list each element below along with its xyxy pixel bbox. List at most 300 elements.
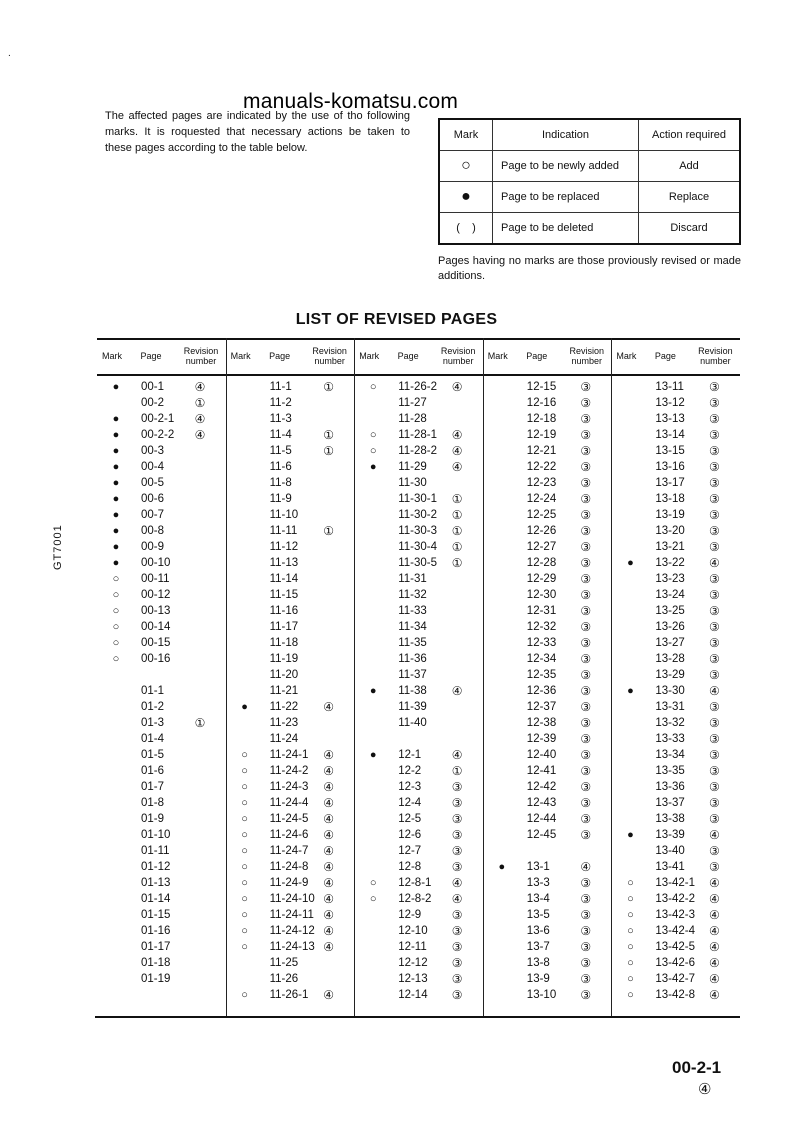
mark-cell — [362, 395, 384, 411]
page-cell: 11-24-7 — [269, 845, 309, 857]
page-cell: 12-42 — [526, 781, 557, 793]
mark-cell — [491, 795, 513, 811]
revision-cell: ④ — [194, 412, 206, 426]
mark-cell: ○ — [241, 765, 248, 777]
header-revision: Revision number — [312, 346, 347, 366]
revision-cell: ③ — [580, 668, 592, 682]
mark-cell — [619, 811, 641, 827]
revision-cell: ① — [194, 396, 206, 410]
revision-cell — [189, 587, 211, 603]
page-cell: 00-11 — [141, 573, 170, 585]
mark-cell — [362, 491, 384, 507]
mark-cell — [362, 763, 384, 779]
mark-cell — [105, 907, 127, 923]
header-revision: Revision number — [569, 346, 605, 366]
page-cell: 12-18 — [526, 413, 557, 425]
mark-cell: ○ — [369, 445, 377, 457]
revision-cell — [189, 667, 211, 683]
legend-action: Add — [639, 151, 741, 182]
mark-cell — [234, 523, 256, 539]
mark-cell — [234, 427, 256, 443]
revision-cell — [189, 891, 211, 907]
revision-cell — [189, 827, 211, 843]
page-cell: 00-4 — [141, 461, 165, 473]
revision-cell — [189, 443, 211, 459]
page-cell: 00-3 — [141, 445, 165, 457]
revision-cell — [446, 571, 468, 587]
page-cell: 12-32 — [526, 621, 557, 633]
mark-cell: ○ — [369, 381, 377, 393]
page-cell: 00-9 — [141, 541, 165, 553]
header-revision: Revision number — [440, 346, 476, 366]
mark-cell: ○ — [627, 925, 634, 937]
mark-cell — [619, 411, 641, 427]
page-cell: 11-6 — [269, 461, 292, 473]
revision-cell: ④ — [451, 684, 463, 698]
page-cell: 01-15 — [141, 909, 171, 921]
mark-cell — [491, 619, 513, 635]
page-cell: 12-13 — [398, 973, 428, 985]
page-cell: 12-1 — [398, 749, 422, 761]
page-cell: 12-22 — [526, 461, 557, 473]
mark-cell: ● — [112, 509, 120, 521]
page-cell: 11-39 — [398, 701, 427, 713]
revision-cell: ③ — [709, 780, 720, 794]
revision-cell — [189, 747, 211, 763]
mark-cell — [491, 555, 513, 571]
mark-cell: ○ — [241, 909, 248, 921]
revision-cell — [189, 603, 211, 619]
revision-cell: ① — [323, 444, 334, 458]
page-cell: 13-40 — [655, 845, 685, 857]
revision-cell — [318, 619, 340, 635]
revision-cell — [189, 955, 211, 971]
legend-header — [439, 119, 740, 151]
page-cell: 00-13 — [141, 605, 171, 617]
revision-cell: ④ — [194, 380, 206, 394]
revision-cell: ④ — [323, 892, 334, 906]
table-header — [97, 338, 740, 376]
mark-cell: ● — [112, 461, 120, 473]
header-page: Page — [397, 351, 419, 361]
header-mark: Mark — [102, 351, 122, 361]
revision-cell: ③ — [451, 796, 463, 810]
mark-cell — [234, 539, 256, 555]
column-divider — [483, 338, 484, 1016]
mark-cell — [491, 715, 513, 731]
revision-cell: ③ — [580, 396, 592, 410]
page-cell: 13-15 — [655, 445, 685, 457]
mark-cell — [105, 843, 127, 859]
revision-cell — [189, 939, 211, 955]
revision-cell: ① — [451, 524, 463, 538]
revision-cell: ③ — [709, 380, 720, 394]
legend-indication: Page to be replaced — [493, 182, 639, 213]
page-cell: 11-23 — [269, 717, 299, 729]
mark-cell — [491, 507, 513, 523]
revision-cell: ③ — [709, 620, 720, 634]
legend-header-mark: Mark — [439, 119, 493, 151]
revision-cell — [318, 603, 340, 619]
page-cell: 01-6 — [141, 765, 165, 777]
page-cell: 11-24-2 — [269, 765, 309, 777]
revision-cell: ④ — [323, 700, 334, 714]
mark-cell: ○ — [112, 605, 120, 617]
revision-cell: ④ — [323, 860, 334, 874]
revision-cell: ③ — [709, 572, 720, 586]
revision-cell: ③ — [709, 604, 720, 618]
revision-cell: ③ — [580, 764, 592, 778]
mark-cell — [491, 747, 513, 763]
mark-cell: ○ — [627, 941, 634, 953]
revision-cell: ③ — [580, 604, 592, 618]
revision-cell: ③ — [709, 812, 720, 826]
revision-cell: ③ — [709, 764, 720, 778]
revision-cell: ③ — [451, 908, 463, 922]
parentheses-icon: ( ) — [439, 213, 493, 245]
header-mark: Mark — [616, 351, 637, 361]
revision-cell: ③ — [451, 956, 463, 970]
page-cell: 11-24-1 — [269, 749, 309, 761]
page-cell: 13-6 — [526, 925, 550, 937]
page-cell: 12-38 — [526, 717, 557, 729]
page-cell: 12-21 — [526, 445, 557, 457]
mark-cell — [234, 667, 256, 683]
page-cell: 13-29 — [655, 669, 685, 681]
mark-cell — [619, 731, 641, 747]
page-cell: 13-37 — [655, 797, 685, 809]
page-cell: 13-42-7 — [655, 973, 696, 985]
mark-cell — [105, 715, 127, 731]
revision-cell: ③ — [580, 652, 592, 666]
revision-cell: ④ — [323, 924, 334, 938]
mark-cell: ○ — [241, 797, 248, 809]
revision-cell — [446, 651, 468, 667]
page-cell: 13-36 — [655, 781, 685, 793]
mark-cell — [619, 699, 641, 715]
page-cell: 11-30-5 — [398, 557, 437, 569]
page-cell: 13-42-6 — [655, 957, 696, 969]
page-cell: 13-27 — [655, 637, 685, 649]
mark-cell — [362, 635, 384, 651]
mark-cell: ○ — [369, 877, 377, 889]
mark-cell — [362, 523, 384, 539]
mark-cell: ○ — [369, 429, 377, 441]
page-cell: 12-10 — [398, 925, 428, 937]
page-cell: 00-10 — [141, 557, 171, 569]
mark-cell — [362, 971, 384, 987]
revision-cell: ③ — [709, 460, 720, 474]
mark-cell: ○ — [369, 893, 377, 905]
mark-cell — [619, 651, 641, 667]
page-cell: 12-11 — [398, 941, 427, 953]
revision-cell — [189, 475, 211, 491]
page-cell: 13-34 — [655, 749, 685, 761]
revision-cell — [446, 587, 468, 603]
revision-cell: ④ — [451, 892, 463, 906]
mark-cell — [619, 619, 641, 635]
revision-cell: ③ — [709, 476, 720, 490]
revision-cell — [446, 475, 468, 491]
page-cell: 13-42-3 — [655, 909, 696, 921]
page-cell: 12-39 — [526, 733, 557, 745]
revision-cell: ③ — [709, 412, 720, 426]
revision-cell — [189, 763, 211, 779]
mark-cell: ○ — [241, 749, 248, 761]
mark-cell — [105, 763, 127, 779]
mark-cell — [491, 667, 513, 683]
mark-cell — [105, 747, 127, 763]
mark-cell — [491, 379, 513, 395]
mark-cell — [619, 603, 641, 619]
mark-cell — [234, 619, 256, 635]
mark-cell: ● — [627, 685, 634, 697]
mark-cell — [234, 683, 256, 699]
revision-cell: ③ — [580, 956, 592, 970]
page-cell: 13-12 — [655, 397, 685, 409]
revision-cell: ③ — [451, 780, 463, 794]
page-cell: 12-8 — [398, 861, 422, 873]
revision-cell — [189, 571, 211, 587]
revision-cell — [318, 971, 340, 987]
mark-cell: ● — [112, 477, 120, 489]
revision-cell: ④ — [323, 796, 334, 810]
page-cell: 13-33 — [655, 733, 685, 745]
list-title: LIST OF REVISED PAGES — [295, 311, 498, 328]
page-cell: 11-24-5 — [269, 813, 309, 825]
revision-cell: ③ — [709, 540, 720, 554]
mark-cell — [362, 955, 384, 971]
mark-cell — [619, 459, 641, 475]
mark-cell — [234, 443, 256, 459]
page-cell: 11-30-3 — [398, 525, 437, 537]
page-cell: 12-40 — [526, 749, 557, 761]
mark-cell — [234, 459, 256, 475]
revision-cell: ① — [323, 380, 334, 394]
revision-cell: ④ — [709, 828, 720, 842]
page-cell: 13-1 — [526, 861, 550, 873]
revision-cell — [189, 731, 211, 747]
mark-cell — [234, 587, 256, 603]
revision-cell: ① — [451, 508, 463, 522]
page-cell: 12-33 — [526, 637, 557, 649]
page-cell: 13-41 — [655, 861, 685, 873]
page-cell: 13-11 — [655, 381, 684, 393]
page-cell: 11-11 — [269, 525, 298, 537]
page-cell: 13-16 — [655, 461, 685, 473]
mark-cell — [105, 971, 127, 987]
revision-cell: ③ — [580, 524, 592, 538]
mark-cell — [491, 955, 513, 971]
page-cell: 01-11 — [141, 845, 170, 857]
revision-cell — [318, 411, 340, 427]
revision-cell: ③ — [451, 988, 463, 1002]
revision-cell — [318, 955, 340, 971]
page-cell: 11-17 — [269, 621, 299, 633]
page-cell: 12-7 — [398, 845, 422, 857]
page-cell: 11-30-2 — [398, 509, 437, 521]
page-cell: 13-19 — [655, 509, 685, 521]
mark-cell — [491, 411, 513, 427]
mark-cell — [491, 987, 513, 1003]
page-cell: 13-42-4 — [655, 925, 696, 937]
revision-cell: ③ — [709, 396, 720, 410]
page-cell: 11-2 — [269, 397, 292, 409]
page-cell: 01-12 — [141, 861, 171, 873]
mark-cell — [105, 699, 127, 715]
page-cell: 13-23 — [655, 573, 685, 585]
mark-cell — [362, 907, 384, 923]
revision-cell: ④ — [323, 780, 334, 794]
revision-cell — [318, 715, 340, 731]
page-cell: 12-4 — [398, 797, 422, 809]
revision-cell: ④ — [451, 428, 463, 442]
mark-cell — [362, 555, 384, 571]
page-cell: 11-24-8 — [269, 861, 309, 873]
revision-cell: ③ — [580, 540, 592, 554]
page-cell: 11-18 — [269, 637, 299, 649]
mark-cell — [619, 539, 641, 555]
page-cell: 11-34 — [398, 621, 427, 633]
revision-cell: ③ — [580, 412, 592, 426]
page-cell: 11-1 — [269, 381, 292, 393]
mark-cell — [619, 379, 641, 395]
mark-cell — [619, 507, 641, 523]
mark-cell — [234, 603, 256, 619]
mark-cell — [105, 683, 127, 699]
mark-cell — [362, 923, 384, 939]
page-cell: 00-5 — [141, 477, 165, 489]
page-cell: 01-1 — [141, 685, 165, 697]
page-cell: 12-31 — [526, 605, 557, 617]
page-cell: 11-38 — [398, 685, 427, 697]
revision-cell: ④ — [709, 988, 720, 1002]
page-cell: 12-23 — [526, 477, 557, 489]
revision-cell: ③ — [580, 908, 592, 922]
mark-cell — [105, 667, 127, 683]
mark-cell — [234, 635, 256, 651]
mark-cell — [619, 763, 641, 779]
page-cell: 13-42-1 — [655, 877, 696, 889]
revision-cell — [189, 523, 211, 539]
revision-cell: ③ — [580, 556, 592, 570]
mark-cell — [105, 859, 127, 875]
revision-cell: ④ — [194, 428, 206, 442]
revision-cell: ③ — [580, 508, 592, 522]
page-cell: 12-43 — [526, 797, 557, 809]
mark-cell: ○ — [241, 989, 248, 1001]
revision-cell: ③ — [451, 812, 463, 826]
revision-cell: ③ — [580, 460, 592, 474]
revision-cell — [318, 651, 340, 667]
page-cell: 13-7 — [526, 941, 550, 953]
mark-cell: ○ — [241, 861, 248, 873]
mark-cell — [362, 811, 384, 827]
mark-cell — [234, 955, 256, 971]
page-cell: 11-28-2 — [398, 445, 437, 457]
mark-cell: ○ — [112, 653, 120, 665]
page-cell: 13-13 — [655, 413, 685, 425]
legend-action: Discard — [639, 213, 741, 245]
revision-cell: ③ — [709, 428, 720, 442]
margin-mark: . — [8, 48, 11, 59]
legend-row-delete — [439, 213, 740, 245]
legend-header-action: Action required — [639, 119, 741, 151]
revision-cell: ④ — [709, 908, 720, 922]
page-cell: 11-24-13 — [269, 941, 315, 953]
page-cell: 11-32 — [398, 589, 427, 601]
page-cell: 11-28-1 — [398, 429, 437, 441]
revision-cell — [189, 859, 211, 875]
mark-cell — [362, 859, 384, 875]
open-circle-icon: ○ — [439, 151, 493, 182]
revision-cell — [446, 731, 468, 747]
page-cell: 11-31 — [398, 573, 427, 585]
page-cell: 11-15 — [269, 589, 299, 601]
revision-cell — [318, 635, 340, 651]
mark-cell — [491, 603, 513, 619]
page-cell: 12-8-1 — [398, 877, 432, 889]
mark-cell: ● — [627, 829, 634, 841]
revision-cell — [446, 635, 468, 651]
mark-cell — [491, 843, 513, 859]
revision-cell: ④ — [323, 764, 334, 778]
page-number: 00-2-1 — [672, 1058, 722, 1077]
page-cell: 01-8 — [141, 797, 165, 809]
page-cell: 01-16 — [141, 925, 171, 937]
revision-cell — [189, 491, 211, 507]
mark-cell — [234, 491, 256, 507]
revision-cell — [189, 779, 211, 795]
mark-cell — [491, 779, 513, 795]
mark-cell — [619, 635, 641, 651]
revision-cell: ④ — [451, 876, 463, 890]
page-cell: 12-27 — [526, 541, 557, 553]
mark-cell — [491, 731, 513, 747]
mark-cell — [491, 475, 513, 491]
mark-cell — [362, 987, 384, 1003]
page-cell: 13-10 — [526, 989, 557, 1001]
page-cell: 01-5 — [141, 749, 165, 761]
revision-cell: ④ — [709, 972, 720, 986]
mark-cell — [105, 923, 127, 939]
page-cell: 12-35 — [526, 669, 557, 681]
mark-cell — [491, 523, 513, 539]
page-cell: 13-5 — [526, 909, 550, 921]
revision-cell — [318, 683, 340, 699]
revision-cell: ④ — [709, 892, 720, 906]
mark-cell — [491, 971, 513, 987]
revision-cell: ③ — [580, 732, 592, 746]
page-cell: 13-28 — [655, 653, 685, 665]
mark-cell — [491, 891, 513, 907]
mark-cell — [491, 939, 513, 955]
mark-cell — [619, 571, 641, 587]
page-cell: 11-21 — [269, 685, 299, 697]
page-cell: 11-10 — [269, 509, 299, 521]
revision-cell: ③ — [709, 492, 720, 506]
revision-cell — [189, 651, 211, 667]
revision-cell — [189, 795, 211, 811]
mark-cell: ○ — [112, 621, 120, 633]
page-cell: 12-15 — [526, 381, 557, 393]
mark-cell: ● — [112, 557, 120, 569]
header-page: Page — [526, 351, 548, 361]
revision-cell: ③ — [451, 940, 463, 954]
mark-cell — [619, 779, 641, 795]
revision-cell: ③ — [580, 588, 592, 602]
revision-cell — [189, 875, 211, 891]
